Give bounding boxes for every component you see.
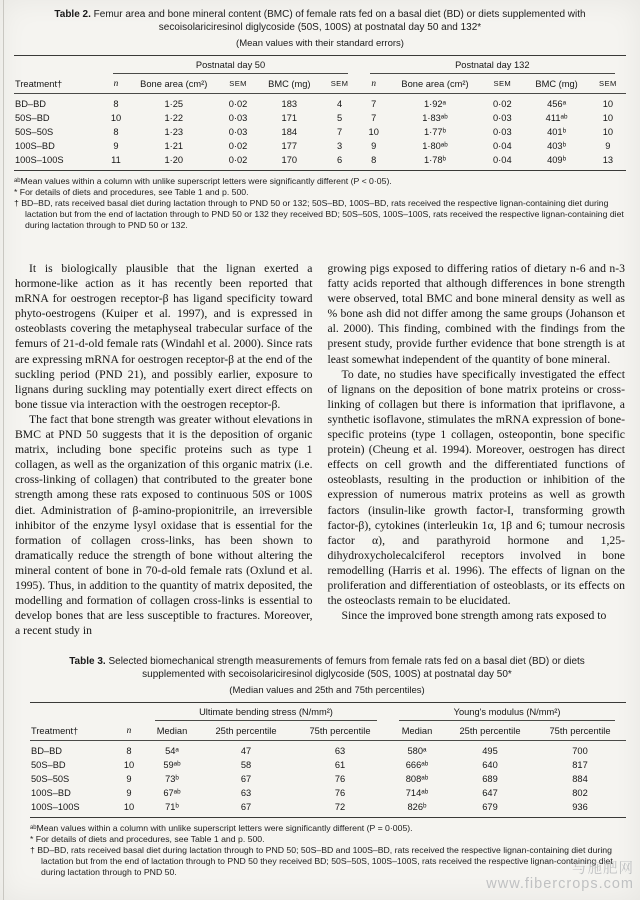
body-paragraph: The fact that bone strength was greater without elevations in BMC at PND 50 suggests that it is the deposition of organic matrix, including bone specific proteins such as type 1 collagen, as well as the organization of this organic matrix (i.e. cross-linking of collagen) that contributed to the greater bone strength among these rats exposed to continuous 50S or 100S diet. Administration of β-amino-propionitrile, an irreversible inhibitor of the enzyme lysyl oxidase that is essential for the formation of collagen cross-links, has been shown to dramatically reduce the strength of bone without altering the mineral content of bone in 70-d-old female rats (Oxlund et al. 1995). Thus, in addition to the quantity of matrix deposited, the modelling and formation of collagen cross-links is essential to develop bones that are less susceptible to fractures. Moreover, a recent study in	[15, 412, 313, 638]
table-cell: 67	[240, 802, 252, 813]
table2-body	[14, 94, 626, 171]
body-paragraph: To date, no studies have specifically investigated the effect of lignans on the deposition of bone matrix proteins or cross-linking of collagen but there is information that ipriflavone, a synthetic isoflavone, stimulates the mRNA expression of bone-specific proteins (type 1 collagen, osteopontin, bone specific protein) (Cheung et al. 1994). Moreover, oestrogen has direct effects on cell growth and the differentiated functions of osteoblasts, resulting in the production or inhibition of the expression of numerous matrix proteins as well as growth factors (insulin-like growth factor-I, transforming growth factor-β), cytokines (interleukin 1α, 1β and 6; tumour necrosis factor α), and parathyroid hormone and 1,25-dihydroxycholecalciferol receptors involved in bone remodelling (Harris et al. 1996). The effects of lignan on the proliferation and differentiation of osteoblasts, or its effects on the osteoclasts remain to be elucidated.	[327, 367, 625, 608]
table-cell: 171	[281, 113, 298, 123]
table-cell: 100S–BD	[15, 141, 55, 151]
table3-footnote: † BD–BD, rats received basal diet during lactation through to PND 50; 50S–BD and 100S–BD, rats received the respective lignan-containing diet during lactation but from the end of lactation through to PND 50 they received BD; 50S–50S, 100S–100S, rats received the respective lignan-containing diet during lactation through to PND 50.	[30, 845, 613, 878]
table-cell: 6	[336, 155, 343, 165]
table-cell: 8	[126, 746, 132, 757]
table3-subtitle: (Median values and 25th and 75th percentiles)	[229, 685, 425, 697]
table-cell: 13	[602, 155, 614, 165]
table3-column-header-row	[30, 722, 626, 741]
col-n: n	[114, 722, 144, 741]
table-row	[14, 125, 626, 139]
table-row	[30, 800, 626, 818]
table-cell: 817	[572, 760, 588, 771]
table-cell: 0·04	[493, 141, 512, 151]
table-cell: 4	[336, 99, 343, 109]
table3-group2-header: Young's modulus (N/mm²)	[388, 703, 626, 723]
table3-empty-corner	[30, 703, 114, 723]
table-cell: 47	[240, 746, 252, 757]
table-cell: 54ᵃ	[165, 746, 179, 757]
table-cell: 170	[281, 155, 298, 165]
table2-title	[34, 9, 606, 34]
table-cell: 936	[572, 802, 588, 813]
table-cell: 9	[371, 141, 377, 151]
table-cell: 10	[602, 127, 614, 137]
table-cell: 495	[482, 746, 498, 757]
table-cell: 177	[281, 141, 298, 151]
col-25th-percentile: 25th percentile	[446, 722, 534, 741]
table2-title-text: Femur area and bone mineral content (BMC) of female rats fed on a basal diet (BD) or diets supplemented with secoisolariciresinol diglycoside (50S, 100S) at postnatal day 50 and 132*	[93, 9, 586, 33]
table3-title-text: Selected biomechanical strength measurements of femurs from female rats fed on a basal diet (BD) or diets supplemented with secoisolariciresinol diglycoside (50S, 100S) at postnatal day 50*	[108, 656, 585, 680]
col-n: n	[359, 75, 389, 94]
table2-label: Table 2.	[54, 9, 91, 20]
table3-footnote: ᵃᵇMean values within a column with unlike superscript letters were significantly different (P = 0·005).	[30, 823, 413, 834]
col-sem: SEM	[320, 75, 358, 94]
table-cell: 71ᵇ	[165, 802, 179, 813]
col-75th-percentile: 75th percentile	[534, 722, 626, 741]
table-cell: 1·22	[164, 113, 184, 123]
body-column-right	[328, 261, 626, 638]
table-row	[30, 786, 626, 800]
table2-footnote: ᵃᵇMean values within a column with unlike superscript letters were significantly different (P < 0·05).	[14, 176, 392, 186]
table-row	[30, 741, 626, 759]
table-cell: 666ᵃᵇ	[405, 760, 429, 771]
table-cell: 7	[371, 113, 377, 123]
table-cell: 10	[123, 802, 135, 813]
col-median: Median	[144, 722, 200, 741]
table3-title	[50, 656, 604, 681]
table-cell: 9	[113, 141, 119, 151]
table-cell: 100S–BD	[31, 788, 71, 799]
table3-group1-header: Ultimate bending stress (N/mm²)	[144, 703, 388, 723]
table-cell: 9	[605, 141, 611, 151]
table-cell: 8	[113, 99, 119, 109]
table-cell: 411ᵃᵇ	[545, 113, 568, 123]
body-column-left	[15, 261, 313, 638]
table-cell: 11	[111, 155, 121, 165]
table-cell: 5	[336, 113, 343, 123]
table-cell: 10	[602, 99, 614, 109]
table-cell: 1·20	[164, 155, 184, 165]
table-cell: 10	[123, 760, 135, 771]
table-cell: 0·02	[228, 141, 248, 151]
table-cell: 1·92ᵃ	[423, 99, 447, 109]
table3-group-header-row	[30, 703, 626, 723]
table-cell: 100S–100S	[31, 802, 80, 813]
table-cell: 0·03	[493, 113, 512, 123]
table-cell: 0·02	[228, 99, 248, 109]
table-cell: 1·83ᵃᵇ	[422, 113, 448, 123]
table2-section	[14, 0, 626, 231]
table-cell: 0·03	[228, 113, 248, 123]
table-cell: 0·04	[493, 155, 512, 165]
table-cell: 9	[126, 774, 132, 785]
table-cell: 3	[336, 141, 343, 151]
table-cell: 10	[602, 113, 614, 123]
col-sem: SEM	[218, 75, 258, 94]
table-cell: 1·78ᵇ	[423, 155, 447, 165]
table2-footnote: † BD–BD, rats received basal diet during lactation through to PND 50 or 132; 50S–BD, 100S–BD, rats received the respective lignan-containing diet during lactation but from the end of lactation through to PND 50 or 132 they received BD; 50S–50S, 100S–100S, rats received the respective lignan-containing diet during lactation through to PND 50 or 132.	[14, 198, 624, 230]
watermark-url: www.fibercrops.com	[486, 876, 634, 892]
table3-footnotes	[30, 823, 624, 878]
table-row	[14, 94, 626, 112]
table-cell: 73ᵇ	[165, 774, 179, 785]
table3-footnote: * For details of diets and procedures, see Table 1 and p. 500.	[30, 834, 265, 845]
col-median: Median	[388, 722, 446, 741]
table-cell: 67	[240, 774, 252, 785]
table-cell: 63	[240, 788, 252, 799]
table3-body	[30, 741, 626, 818]
table2-group-header-row	[14, 56, 626, 76]
table-cell: 884	[572, 774, 588, 785]
body-paragraph: Since the improved bone strength among rats exposed to	[341, 609, 607, 623]
table-cell: 700	[572, 746, 588, 757]
table-cell: 183	[281, 99, 298, 109]
table2-group2-header: Postnatal day 132	[359, 56, 626, 76]
table-cell: 76	[334, 774, 346, 785]
table-cell: 1·77ᵇ	[423, 127, 447, 137]
table3-section	[30, 656, 624, 878]
table-row	[14, 153, 626, 171]
body-paragraph: growing pigs exposed to differing ratios of dietary n-6 and n-3 fatty acids reported that although differences in bone strength were observed, total BMC and bone mineral density as well as % bone ash did not differ among the same groups (Johanson et al. 2000). This finding, combined with the findings from the present study, provide further evidence that bone strength is at least somewhat independent of the quantity of bone mineral.	[327, 262, 625, 366]
table-row	[14, 139, 626, 153]
table2-subtitle: (Mean values with their standard errors)	[236, 38, 404, 49]
col-bmc: BMC (mg)	[523, 75, 589, 94]
col-n: n	[102, 75, 129, 94]
table-cell: 802	[572, 788, 588, 799]
table-cell: 72	[334, 802, 346, 813]
table-cell: 580ᵃ	[407, 746, 427, 757]
col-75th-percentile: 75th percentile	[292, 722, 388, 741]
table-cell: 7	[371, 99, 377, 109]
table-cell: 10	[110, 113, 122, 123]
col-bone-area: Bone area (cm²)	[130, 75, 218, 94]
table-cell: 0·02	[493, 99, 512, 109]
table-cell: BD–BD	[31, 746, 63, 757]
body-paragraph: It is biologically plausible that the lignan exerted a hormone-like action as it has recently been reported that mRNA for oestrogen receptor-β has ligand specificity toward phyto-oestrogens (Kuiper et al. 1997), and is expressed in osteoblasts covering the metaphyseal trabecular surface of the femurs of 21-d-old female rats (Windahl et al. 2000). Since rats are expressing mRNA for oestrogen receptor-β at the end of the suckling period (PND 21), and possibly earlier, exposure to lignans during suckling may potentially exert direct effects on bone tissue via interaction with the oestrogen receptor-β.	[15, 262, 313, 411]
table-cell: 67ᵃᵇ	[163, 788, 181, 799]
table-cell: 184	[281, 127, 298, 137]
table-cell: 640	[482, 760, 498, 771]
table3	[30, 702, 626, 818]
body-text	[15, 261, 625, 638]
table2	[14, 55, 626, 171]
table-cell: 1·23	[164, 127, 184, 137]
table-cell: 401ᵇ	[547, 127, 567, 137]
table-cell: 808ᵃᵇ	[405, 774, 429, 785]
table2-empty-corner	[14, 56, 102, 76]
table-cell: 76	[334, 788, 346, 799]
table-cell: 10	[368, 127, 379, 137]
table2-footnote: * For details of diets and procedures, see Table 1 and p. 500.	[14, 187, 249, 197]
table-cell: 1·80ᵃᵇ	[422, 141, 448, 151]
table-cell: 8	[113, 127, 119, 137]
table-cell: 0·03	[228, 127, 248, 137]
table2-column-header-row	[14, 75, 626, 94]
table-cell: 100S–100S	[15, 155, 64, 165]
table-cell: 50S–50S	[31, 774, 70, 785]
table-cell: 403ᵇ	[547, 141, 567, 151]
scan-edge-artifact	[3, 0, 4, 900]
table-cell: 679	[482, 802, 498, 813]
table-cell: 0·03	[493, 127, 512, 137]
table-cell: 0·02	[228, 155, 248, 165]
table-cell: 456ᵃ	[547, 99, 567, 109]
col-treatment: Treatment†	[14, 75, 102, 94]
table3-empty-corner	[114, 703, 144, 723]
table2-footnotes	[14, 176, 626, 231]
table-cell: 63	[334, 746, 346, 757]
table-cell: BD–BD	[15, 99, 47, 109]
table-cell: 714ᵃᵇ	[405, 788, 429, 799]
col-sem: SEM	[590, 75, 626, 94]
col-25th-percentile: 25th percentile	[200, 722, 292, 741]
table-cell: 1·25	[164, 99, 184, 109]
table-row	[30, 772, 626, 786]
col-bmc: BMC (mg)	[258, 75, 320, 94]
table-cell: 7	[336, 127, 343, 137]
col-treatment: Treatment†	[30, 722, 114, 741]
table-cell: 689	[482, 774, 498, 785]
table3-label: Table 3.	[69, 656, 106, 668]
col-bone-area: Bone area (cm²)	[389, 75, 481, 94]
table-cell: 409ᵇ	[547, 155, 567, 165]
watermark-chinese-text: 与施肥网	[572, 861, 634, 877]
table-cell: 826ᵇ	[407, 802, 427, 813]
col-sem: SEM	[481, 75, 523, 94]
table-cell: 59ᵃᵇ	[163, 760, 181, 771]
table-cell: 8	[371, 155, 377, 165]
table-cell: 50S–BD	[15, 113, 50, 123]
table-cell: 647	[482, 788, 498, 799]
table-row	[30, 758, 626, 772]
table-cell: 1·21	[164, 141, 184, 151]
table-cell: 58	[240, 760, 252, 771]
table-cell: 9	[126, 788, 132, 799]
table-row	[14, 111, 626, 125]
table-cell: 50S–BD	[31, 760, 66, 771]
table-cell: 61	[334, 760, 346, 771]
table2-group1-header: Postnatal day 50	[102, 56, 358, 76]
table-cell: 50S–50S	[15, 127, 54, 137]
